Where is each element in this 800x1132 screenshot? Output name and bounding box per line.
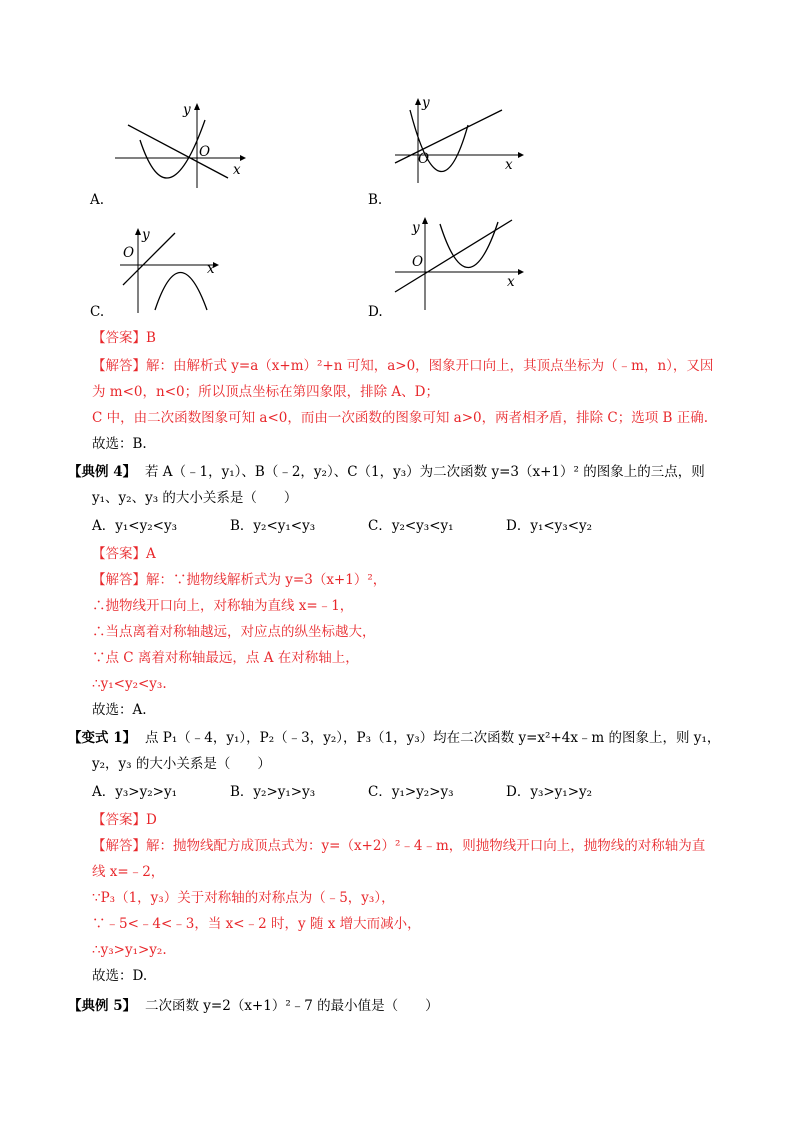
- axis-x-label: x: [207, 261, 215, 277]
- q3-answer: 【答案】B: [92, 330, 156, 346]
- q3-solution-line-4: 故选：B.: [92, 436, 147, 452]
- var1-answer: 【答案】D: [92, 812, 157, 828]
- origin-label: O: [123, 245, 135, 261]
- var1-option-c: C．y₁>y₂>y₃: [368, 784, 454, 800]
- ex4-stem-line-2: y₁、y₂、y₃ 的大小关系是（ ）: [92, 490, 298, 506]
- ex4-solution-line-2: ∴抛物线开口向上，对称轴为直线 x=﹣1，: [92, 598, 354, 614]
- var1-stem-line-2: y₂，y₃ 的大小关系是（ ）: [92, 756, 271, 772]
- figure-a: [110, 100, 250, 190]
- ex4-solution-line-3: ∴当点离着对称轴越远，对应点的纵坐标越大，: [92, 624, 376, 640]
- ex4-answer: 【答案】A: [92, 546, 156, 562]
- var1-option-d: D．y₃>y₁>y₂: [506, 784, 593, 800]
- q3-solution-line-2: 为 m<0，n<0；所以顶点坐标在第四象限，排除 A、D；: [92, 384, 439, 400]
- ex5-tag: 【典例 5】: [68, 998, 137, 1014]
- ex4-stem-line-1: 若 A（﹣1，y₁）、B（﹣2，y₂）、C（1，y₃）为二次函数 y=3（x+1）² 的图象上的三点，则: [145, 464, 705, 480]
- var1-solution-line-1: 【解答】解：抛物线配方成顶点式为：y=（x+2）²﹣4﹣m，则抛物线开口向上，抛物线的对称轴为直: [92, 838, 706, 854]
- origin-label: O: [199, 144, 211, 160]
- ex4-option-c: C．y₂<y₃<y₁: [368, 518, 454, 534]
- axis-y-label: y: [142, 227, 150, 243]
- ex4-option-d: D．y₁<y₃<y₂: [506, 518, 593, 534]
- figure-c-label: C.: [90, 304, 105, 320]
- figure-c: [115, 225, 225, 315]
- origin-label: O: [412, 254, 424, 270]
- var1-option-a: A．y₃>y₂>y₁: [92, 784, 177, 800]
- var1-solution-line-5: ∴y₃>y₁>y₂.: [92, 942, 167, 958]
- ex4-tag: 【典例 4】: [68, 464, 137, 480]
- ex4-solution-line-5: ∴y₁<y₂<y₃.: [92, 676, 167, 692]
- figure-d: [390, 212, 530, 312]
- ex5-stem-line-1: 二次函数 y=2（x+1）²﹣7 的最小值是（ ）: [145, 998, 439, 1014]
- q3-solution-line-3: C 中，由二次函数图象可知 a<0，而由一次函数的图象可知 a>0，两者相矛盾，排除 C；选项 B 正确.: [92, 410, 709, 426]
- figure-b: [390, 95, 530, 185]
- ex4-option-a: A．y₁<y₂<y₃: [92, 518, 177, 534]
- figure-d-label: D.: [368, 304, 383, 320]
- ex4-solution-line-1: 【解答】解：∵抛物线解析式为 y=3（x+1）²，: [92, 572, 387, 588]
- var1-stem-line-1: 点 P₁（﹣4，y₁），P₂（﹣3，y₂），P₃（1，y₃）均在二次函数 y=x²+4x﹣m 的图象上，则 y₁，: [145, 730, 721, 746]
- ex4-solution-line-6: 故选：A.: [92, 702, 147, 718]
- axis-x-label: x: [505, 157, 513, 173]
- axis-y-label: y: [183, 102, 191, 118]
- origin-label: O: [418, 151, 430, 167]
- ex4-solution-line-4: ∵点 C 离着对称轴最远，点 A 在对称轴上，: [92, 650, 359, 666]
- axis-x-label: x: [507, 274, 515, 290]
- axis-x-label: x: [233, 162, 241, 178]
- var1-solution-line-6: 故选：D.: [92, 968, 148, 984]
- var1-solution-line-3: ∵P₃（1，y₃）关于对称轴的对称点为（﹣5，y₃），: [92, 890, 395, 906]
- figure-b-label: B.: [368, 192, 383, 208]
- figure-a-label: A.: [90, 192, 105, 208]
- q3-solution-line-1: 【解答】解：由解析式 y=a（x+m）²+n 可知，a>0，图象开口向上，其顶点坐标为（﹣m，n），又因: [92, 358, 714, 374]
- var1-solution-line-4: ∵﹣5<﹣4<﹣3，当 x<﹣2 时，y 随 x 增大而减小，: [92, 916, 421, 932]
- axis-y-label: y: [422, 95, 430, 111]
- var1-tag: 【变式 1】: [68, 730, 137, 746]
- ex4-option-b: B．y₂<y₁<y₃: [230, 518, 316, 534]
- var1-solution-line-2: 线 x=﹣2，: [92, 864, 165, 880]
- axis-y-label: y: [412, 220, 420, 236]
- var1-option-b: B．y₂>y₁>y₃: [230, 784, 316, 800]
